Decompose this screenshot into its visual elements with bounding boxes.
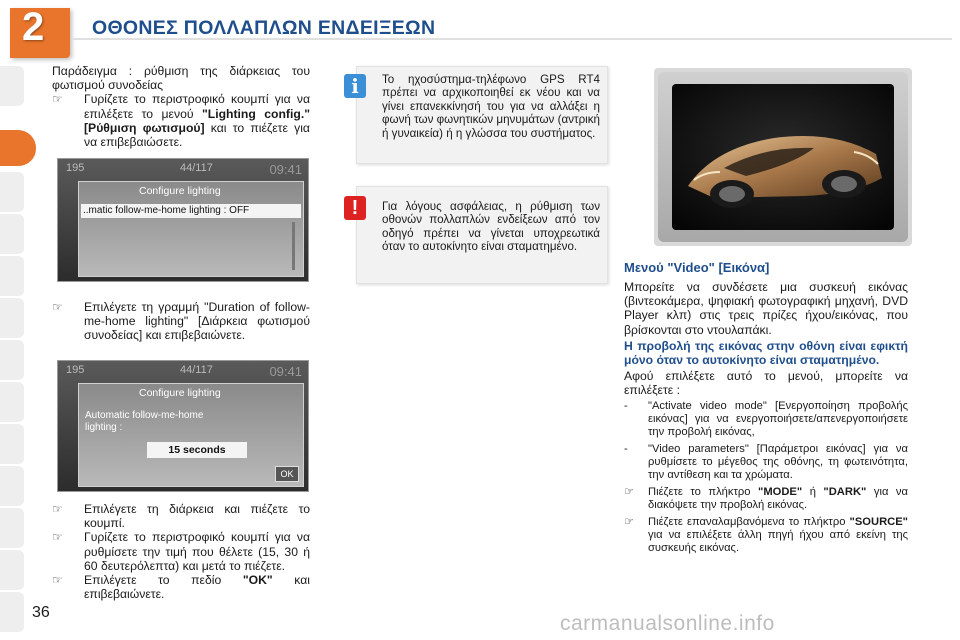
- step-5: [52, 573, 310, 601]
- video-tip-2: [624, 516, 908, 555]
- status-left: 195: [66, 364, 85, 376]
- step-1-bold: "Lighting config." [Ρύθμιση φωτισμού]: [84, 106, 310, 135]
- video-option-2: - "Video parameters" [Παράμετροι εικόνας] για να ρυθμίσετε το μέγεθος της οθόνης, τη φωτεινότητα, την αντίθεση και τα χρώματα.: [624, 442, 908, 481]
- side-tab[interactable]: [0, 172, 24, 213]
- screen-status-bar: [58, 361, 308, 379]
- pointer-icon: ☞: [52, 92, 63, 107]
- video-screen-photo: [654, 68, 912, 246]
- step-2-text: Επιλέγετε τη γραμμή "Duration of follow-me-home lighting" [Διάρκεια φωτισμού συνοδείας] και επιβεβαιώνετε.: [84, 300, 310, 343]
- dialog-title: Configure lighting: [139, 185, 221, 197]
- configure-dialog: [78, 181, 304, 277]
- step-4-text: Γυρίζετε το περιστροφικό κουμπί για να ρυθμίσετε την τιμή που θέλετε (15, 30 ή 60 δευτερόλεπτα) και μετά το πιέζετε.: [84, 530, 310, 573]
- video-option-1-text: "Activate video mode" [Ενεργοποίηση προβολής εικόνας] για να ενεργοποιήσετε/απενεργοποιήσετε την προβολή εικόνας,: [648, 399, 908, 438]
- pointer-icon: ☞: [52, 573, 63, 588]
- tip-1-or: ή: [802, 485, 824, 498]
- screenshot-duration: [57, 360, 309, 492]
- scrollbar[interactable]: [292, 222, 295, 270]
- side-tab[interactable]: [0, 298, 24, 339]
- video-para-2: Αφού επιλέξετε αυτό το μενού, μπορείτε να επιλέξετε :: [624, 369, 908, 398]
- warning-note-text: Για λόγους ασφάλειας, η ρύθμιση των οθονών πολλαπλών ενδείξεων από τον οδηγό πρέπει να γίνεται υποχρεωτικά όταν το αυτοκίνητο είναι σταματημένο.: [382, 200, 600, 254]
- mode-key-label: "MODE": [758, 485, 803, 498]
- video-tip-1: [624, 486, 908, 512]
- pointer-icon: ☞: [52, 502, 63, 516]
- intro-block: [52, 64, 310, 149]
- status-time: 09:41: [269, 364, 302, 379]
- ok-button[interactable]: OK: [275, 466, 299, 482]
- video-option-1: - "Activate video mode" [Ενεργοποίηση προβολής εικόνας] για να ενεργοποιήσετε/απενεργοποιήσετε την προβολή εικόνας,: [624, 399, 908, 438]
- side-tab[interactable]: [0, 256, 24, 297]
- side-tab[interactable]: [0, 550, 24, 591]
- status-left: 195: [66, 162, 85, 174]
- side-tab[interactable]: [0, 66, 24, 107]
- pointer-icon: ☞: [624, 515, 635, 528]
- screenshot-configure-lighting: [57, 158, 309, 282]
- pointer-icon: ☞: [52, 530, 63, 545]
- car-image: [654, 68, 912, 246]
- side-tab[interactable]: [0, 508, 24, 549]
- step-1-text: Γυρίζετε το περιστροφικό κουμπί για να επιλέξετε το μενού: [84, 92, 310, 121]
- info-icon: i: [344, 74, 366, 98]
- pointer-icon: ☞: [624, 485, 635, 498]
- duration-value-field[interactable]: 15 seconds: [147, 442, 247, 458]
- dialog-subtitle: Automatic follow-me-home lighting :: [85, 410, 204, 433]
- video-section-body: [624, 280, 908, 555]
- step-5-text-end: και επιβεβαιώνετε.: [84, 573, 310, 602]
- status-time: 09:41: [269, 162, 302, 177]
- side-tab[interactable]: [0, 340, 24, 381]
- step-2: [52, 300, 310, 343]
- step-3-text: Επιλέγετε τη διάρκεια και πιέζετε το κουμπί.: [84, 502, 310, 531]
- video-menu-heading: Μενού "Video" [Εικόνα]: [624, 260, 770, 275]
- status-track: 44/117: [180, 162, 213, 174]
- step-2-block: [52, 300, 310, 343]
- intro-text: Παράδειγμα : ρύθμιση της διάρκειας του φωτισμού συνοδείας: [52, 64, 310, 93]
- pointer-icon: ☞: [52, 300, 63, 314]
- step-4: [52, 530, 310, 573]
- side-tab[interactable]: [0, 382, 24, 423]
- warning-icon: !: [344, 196, 366, 220]
- step-1: [52, 92, 310, 149]
- video-para-1: Μπορείτε να συνδέσετε μια συσκευή εικόνας (βιντεοκάμερα, ψηφιακή φωτογραφική μηχανή, DVD Player κλπ) στις τρεις πρίζες ήχου/εικόνας, που βρίσκονται στο ντουλαπάκι.: [624, 280, 908, 337]
- step-5-bold: "OK": [242, 573, 273, 588]
- side-tab[interactable]: [0, 592, 24, 633]
- status-track: 44/117: [180, 364, 213, 376]
- tip-1-text: Πιέζετε το πλήκτρο: [648, 485, 759, 498]
- menu-line-follow-me-home[interactable]: ..matic follow-me-home lighting : OFF: [81, 204, 301, 218]
- dark-key-label: "DARK": [823, 485, 867, 498]
- side-tab[interactable]: [0, 466, 24, 507]
- video-bold-note: Η προβολή της εικόνας στην οθόνη είναι εφικτή μόνο όταν το αυτοκίνητο είναι σταματημένο.: [624, 338, 908, 368]
- info-note-text: Το ηχοσύστημα-τηλέφωνο GPS RT4 πρέπει να αρχικοποιηθεί εκ νέου και να γίνει επανεκκίνησή του για να αλλάξει η φωνή των φωνητικών μηνυμάτων (αντρική ή γυναικεία) ή η γλώσσα του συστήματος.: [382, 73, 600, 140]
- step-1-text-end: και το πιέζετε για να επιβεβαιώσετε.: [84, 120, 310, 150]
- watermark: carmanualsonline.info: [560, 612, 775, 635]
- side-tab[interactable]: [0, 214, 24, 255]
- page-number: 36: [32, 604, 50, 621]
- side-tab[interactable]: [0, 424, 24, 465]
- steps-block: [52, 502, 310, 601]
- configure-dialog: [78, 383, 304, 487]
- chapter-number: 2: [22, 5, 45, 49]
- video-option-2-text: "Video parameters" [Παράμετροι εικόνας] για να ρυθμίσετε το μέγεθος της οθόνης, τη φωτεινότητα, την αντίθεση και τα χρώματα.: [648, 442, 908, 481]
- page-title: ΟΘΟΝΕΣ ΠΟΛΛΑΠΛΩΝ ΕΝΔΕΙΞΕΩΝ: [92, 17, 436, 39]
- step-5-text: Επιλέγετε το πεδίο: [84, 573, 243, 588]
- source-key-label: "SOURCE": [849, 515, 908, 528]
- dialog-title: Configure lighting: [139, 387, 221, 399]
- side-tab-active[interactable]: [0, 130, 36, 167]
- tip-2-text: Πιέζετε επαναλαμβανόμενα το πλήκτρο: [648, 515, 850, 528]
- tip-1-text-end: για να διακόψετε την προβολή εικόνας.: [648, 485, 908, 511]
- tip-2-text-end: για να επιλέξετε άλλη πηγή ήχου από εκείνη της συσκευής εικόνας.: [648, 528, 908, 554]
- screen-status-bar: [58, 159, 308, 177]
- step-3: [52, 502, 310, 530]
